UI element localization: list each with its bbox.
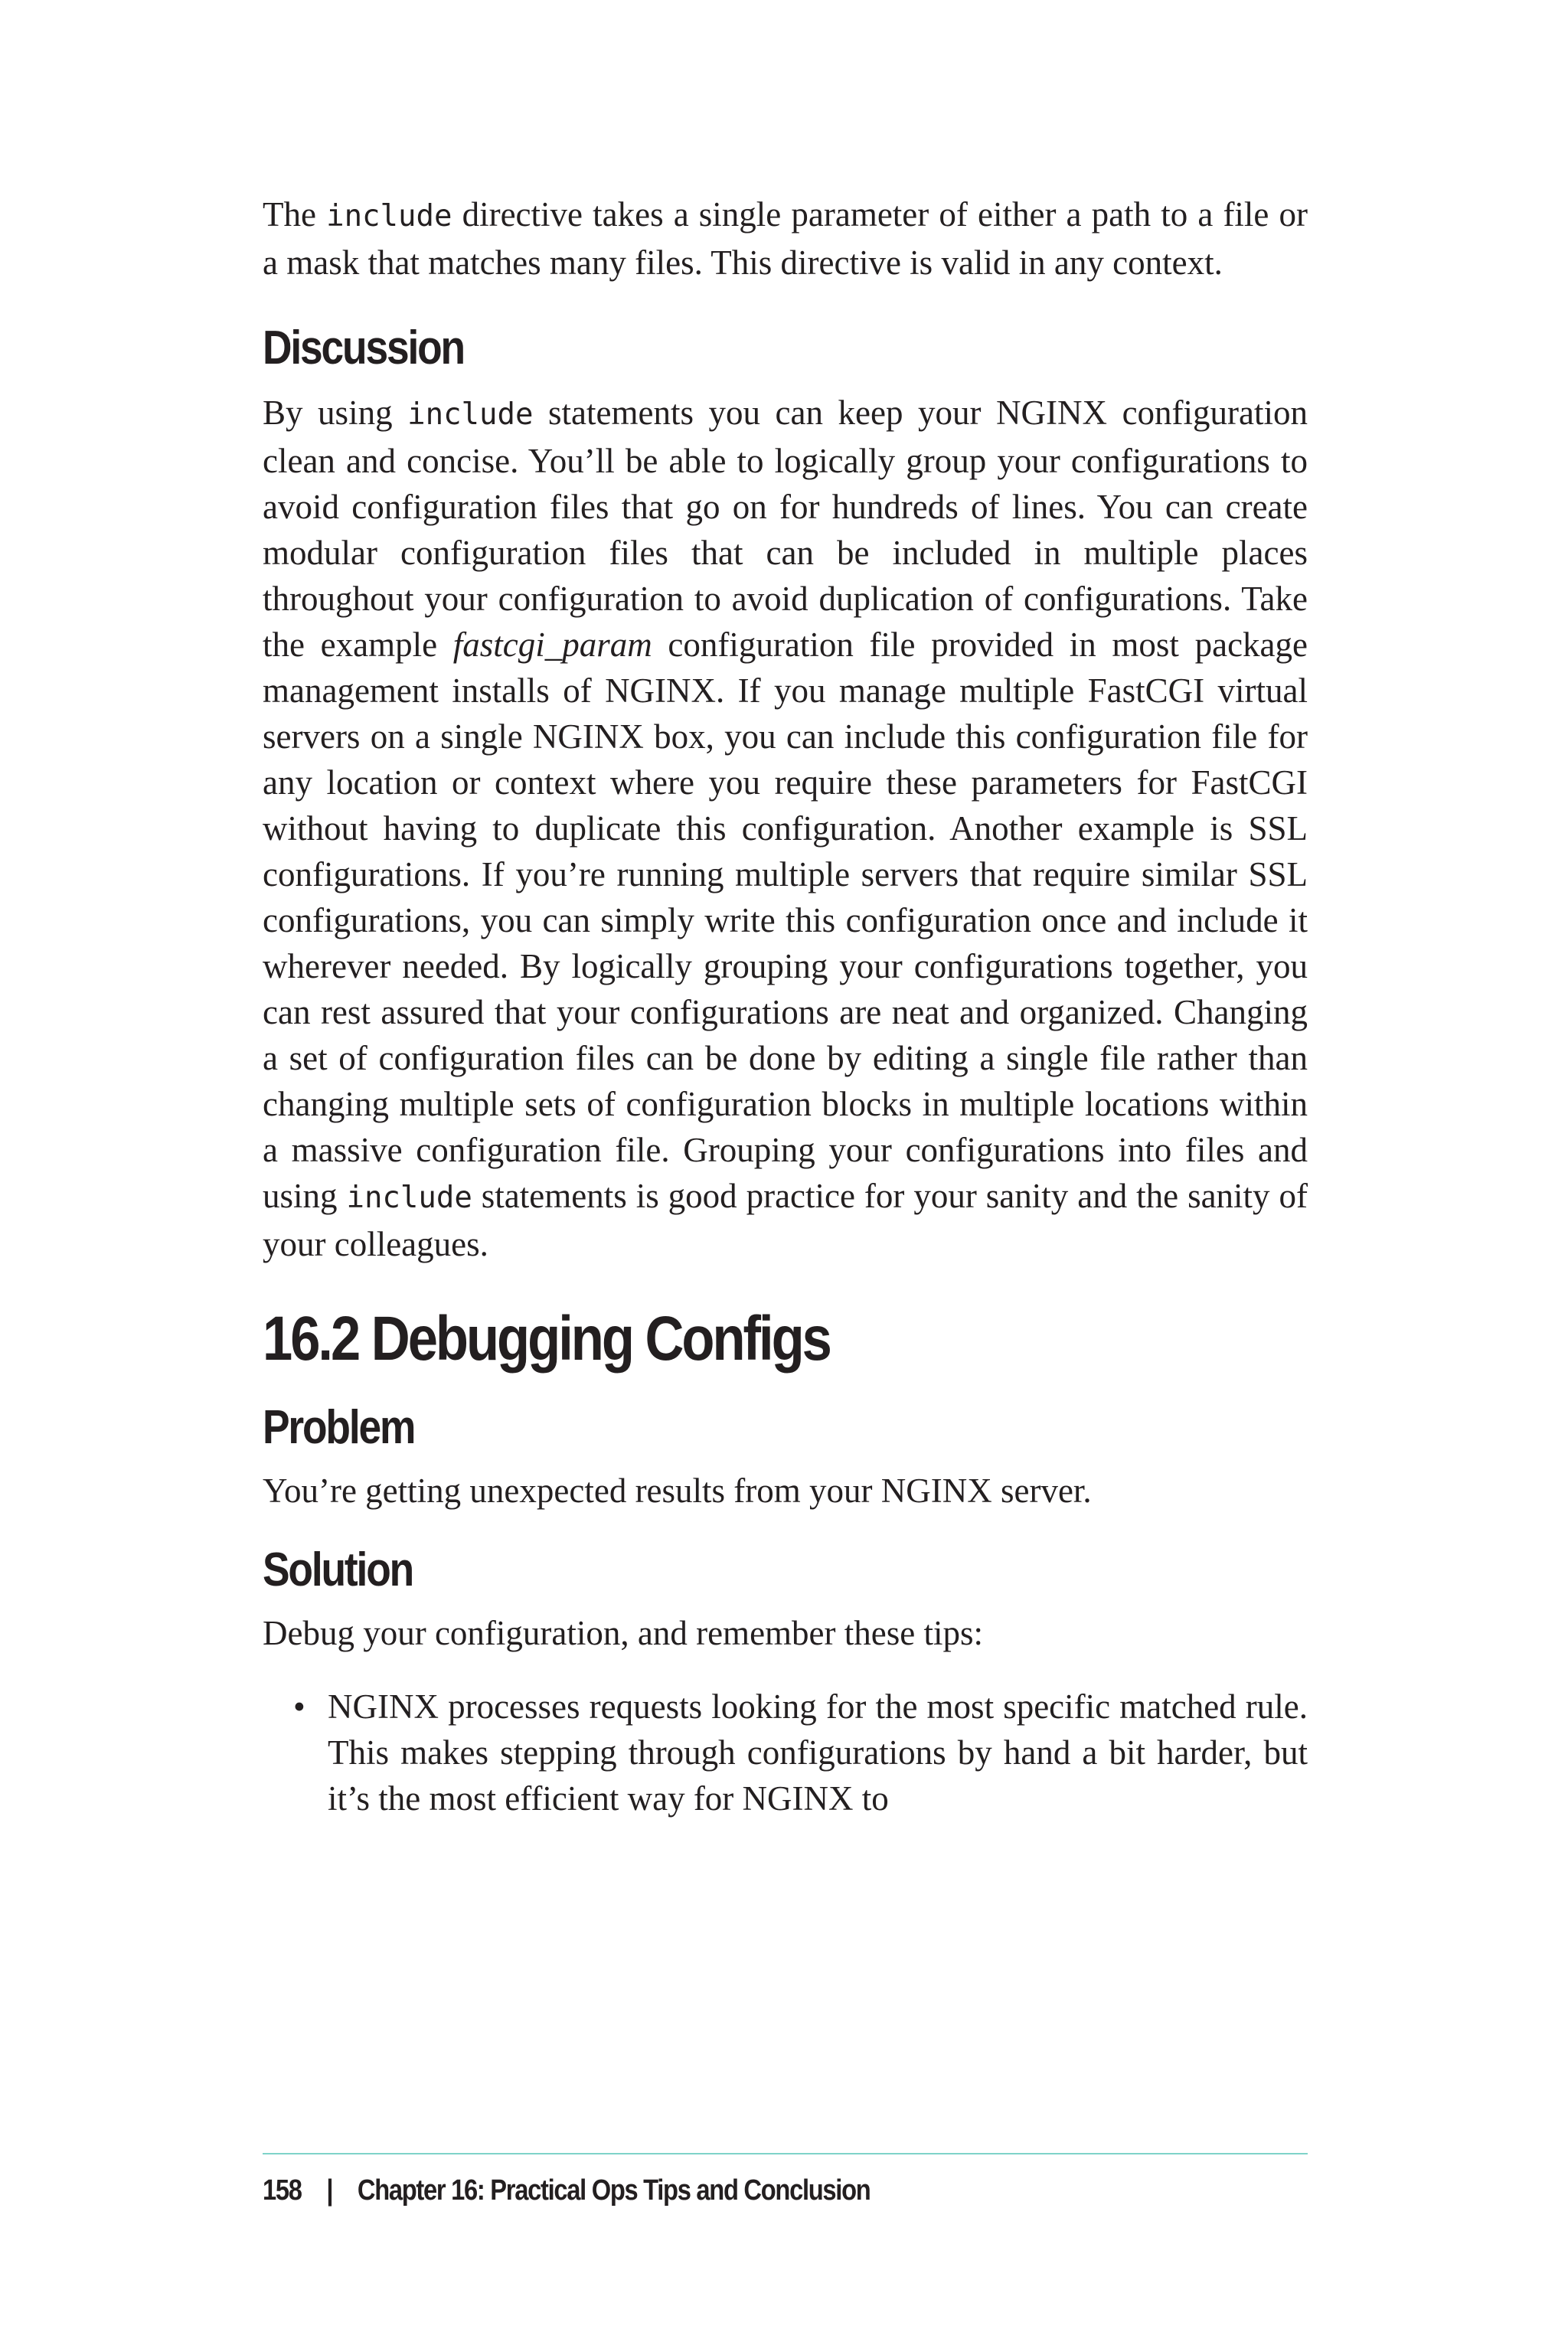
footer-separator: | (326, 2174, 333, 2207)
intro-text-1: The (263, 195, 327, 234)
bullet-icon: • (293, 1687, 305, 1726)
discussion-text-1: By using (263, 394, 408, 432)
page-number: 158 (263, 2174, 302, 2207)
solution-text: Debug your configuration, and remember these tips: (263, 1614, 983, 1652)
footer-rule (263, 2153, 1308, 2154)
include-code: include (346, 1181, 472, 1215)
page-footer (263, 2153, 1308, 2207)
chapter-title: Chapter 16: Practical Ops Tips and Conclusion (357, 2174, 871, 2207)
include-code: include (407, 397, 534, 432)
footer-text (263, 2174, 1161, 2207)
section-title: 16.2 Debugging Configs (263, 1304, 830, 1374)
discussion-heading: Discussion (263, 322, 464, 374)
problem-heading: Problem (263, 1401, 415, 1454)
intro-paragraph (263, 191, 1308, 286)
tips-list (263, 1684, 1308, 1821)
list-item (263, 1684, 1308, 1821)
discussion-text-3: configuration file provided in most package management installs of NGINX. If you manage multiple FastCGI virtual servers on a single NGINX box, you can include this configuration file for any location or context where you require these parameters for FastCGI without having to duplicate this configuration. Another example is SSL configurations. If you’re running multiple servers that require similar SSL configurations, you can simply write this configuration once and include it wherever needed. By logically grouping your configurations together, you can rest assured that your configurations are neat and organized. Changing a set of configuration files can be done by editing a single file rather than changing multiple sets of configuration blocks in multiple locations within a massive configuration file. Grouping your configurations into files and using (263, 626, 1308, 1215)
problem-text: You’re getting unexpected results from your NGINX server. (263, 1472, 1092, 1510)
discussion-text-2: statements you can keep your NGINX configuration clean and concise. You’ll be able to logically group your configurations to avoid configuration files that go on for hundreds of lines. You can create modular configuration files that can be included in multiple places throughout your configuration to avoid duplication of configurations. Take the example (263, 394, 1308, 664)
solution-heading: Solution (263, 1544, 413, 1596)
list-item-text: NGINX processes requests looking for the most specific matched rule. This makes stepping through configurations by hand a bit harder, but it’s the most efficient way for NGINX to (328, 1687, 1308, 1818)
page-content (263, 191, 1308, 1821)
fastcgi-param-filename: fastcgi_param (452, 626, 652, 664)
discussion-text-4: statements is good practice for your sanity and the sanity of your colleagues. (263, 1177, 1308, 1263)
include-code: include (326, 199, 452, 234)
discussion-paragraph (263, 390, 1308, 1267)
intro-text-2: directive takes a single parameter of either a path to a file or a mask that matches many files. This directive is valid in any context. (263, 195, 1308, 282)
